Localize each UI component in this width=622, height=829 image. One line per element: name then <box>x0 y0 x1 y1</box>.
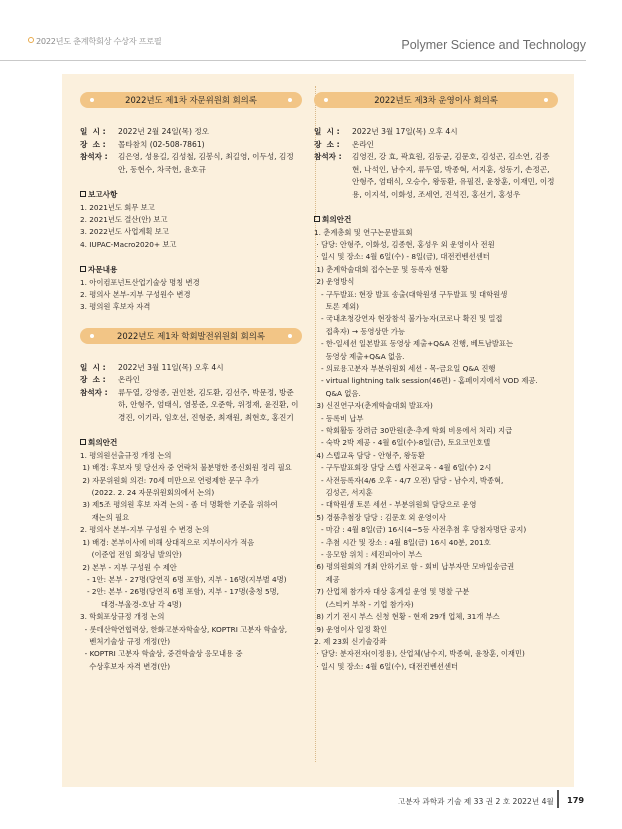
agenda-list <box>80 450 302 673</box>
checkbox-square-icon <box>80 266 86 272</box>
bar-dot-icon <box>288 98 292 102</box>
advice-heading <box>80 264 302 277</box>
list-item: 1. 평의원선출규정 개정 논의 <box>80 450 172 460</box>
info-value: 2022년 3월 11일(목) 오후 4시 <box>118 362 224 372</box>
list-item: - 숙박 2박 제공 - 4월 6일(수)-8일(금), 토요코인호텔 <box>314 438 491 448</box>
list-item: 8) 기기 전시 부스 신청 현황 - 현재 29개 업체, 31개 부스 <box>314 612 500 622</box>
info-row <box>80 362 302 375</box>
list-item: · 일시 및 장소: 4월 6일(수), 대전컨벤션센터 <box>314 661 459 671</box>
list-item: 7) 산업체 참가자 대상 홍계설 운영 및 명찰 구분 <box>314 587 470 597</box>
bullet-circle-icon <box>28 37 34 43</box>
list-item: 1. 아이컴포넌트산업기술상 명칭 변경 <box>80 277 200 287</box>
report-heading-text: 보고사항 <box>88 190 118 199</box>
section-title: 2022년도 제3차 운영이사 회의록 <box>374 95 498 105</box>
info-row <box>314 126 558 139</box>
info-value: 온라인 <box>118 375 141 385</box>
info-value: 온라인 <box>352 139 375 149</box>
list-item: 3) 신진연구자(춘계학술대회 발표자) <box>314 401 433 411</box>
checkbox-square-icon <box>80 191 86 197</box>
info-value: 2022년 2월 24일(목) 정오 <box>118 127 209 136</box>
list-item: (이준엽 전임 회장님 발의안) <box>80 550 182 560</box>
meeting-info <box>80 362 302 425</box>
list-item: 1. 춘계총회 및 연구논문발표회 <box>314 227 413 237</box>
right-column <box>314 92 558 673</box>
list-item: 3) 제5조 평의원 후보 자격 논의 - 좀 더 명확한 기준을 위하여 <box>80 500 278 510</box>
list-item: - 롯데산학연협력상, 한화고분자학술상, KOPTRI 고분자 학술상, <box>80 624 288 634</box>
info-row <box>80 139 302 152</box>
list-item: 2. 평의사 본부-지부 구성원 수 변경 논의 <box>80 525 210 535</box>
list-item: 토론 제외) <box>314 301 359 311</box>
list-item: 3. 평의원 후보자 자격 <box>80 302 151 312</box>
info-value: 김영진, 강 효, 곽효원, 김동균, 김문호, 김성곤, 김소연, 김종현, 나석인, 남수지, 류두열, 박종혁, 서지훈, 성동기, 손정곤, 안형주, 엄태식, 오승수, 왕동환, 유필진, 윤창훈, 이재민, 이정용, 이지석, 이화성, 조세연, 진석진, 홍선기, 홍성우 <box>352 152 555 199</box>
info-label: 참석자 : <box>314 152 342 161</box>
list-item: - 마감 : 4월 8일(금) 16시(4~5등 사전추첨 후 당첨자명단 공지) <box>314 525 527 535</box>
info-label: 장 소 : <box>80 375 106 385</box>
list-item: (스티커 부착 - 기업 참가자) <box>314 599 414 609</box>
list-item: 4) 스텝교육 담당 - 안형주, 왕동환 <box>314 450 425 460</box>
meeting-info <box>80 126 302 176</box>
list-item: - 추첨 시간 및 장소 : 4월 8일(금) 16시 40분, 201호 <box>314 537 491 547</box>
list-item: Q&A 없음. <box>314 388 361 398</box>
meeting-info <box>314 126 558 201</box>
list-item: 4. IUPAC-Macro2020+ 보고 <box>80 239 177 249</box>
list-item: 2. 평의사 본부-지부 구성원수 변경 <box>80 290 191 300</box>
list-item: 벤처기술상 규정 개정(안) <box>80 636 171 646</box>
list-item: 1) 배경: 후보자 및 당선자 중 연락처 불분명한 종신회원 정리 필요 <box>80 463 292 473</box>
list-item: 2. 제 23회 신기술강좌 <box>314 636 387 646</box>
info-value: 몰타참치 (02-508-7861) <box>118 139 205 149</box>
list-item: 대경-부울경-호남 각 4명) <box>80 599 182 609</box>
list-item: - 한-일세션 일본발표 동영상 제출+Q&A 진행, 베트남발표는 <box>314 339 514 349</box>
list-item: - virtual lightning talk session(46편) - 홈페이지에서 VOD 제공. <box>314 376 538 386</box>
list-item: · 일시 및 장소: 4월 6일(수) - 8일(금), 대전컨벤션센터 <box>314 252 490 262</box>
list-item: 제공 <box>314 574 340 584</box>
section-title: 2022년도 제1차 학회발전위원회 회의록 <box>117 330 265 341</box>
info-label: 참석자 : <box>80 152 108 161</box>
info-value: 김은영, 성용길, 김성철, 김봉식, 최길영, 이두성, 김정안, 동현수, 차국헌, 윤호규 <box>118 152 294 174</box>
list-item: - 학회활동 장려금 30만원(춘·추계 학회 비용에서 처리) 지급 <box>314 426 513 435</box>
section-title-bar <box>80 328 302 344</box>
section-title: 2022년도 제1차 자문위원회 회의록 <box>125 95 257 105</box>
page-number: 179 <box>567 795 585 805</box>
list-item: 동영상 제출+Q&A 없음. <box>314 351 405 361</box>
list-item: - 국내초청강연자 현장참석 불가능자(코로나 확진 및 밀접 <box>314 314 503 324</box>
bar-dot-icon <box>324 98 328 102</box>
running-head-text: 2022년도 춘계학회상 수상자 프로필 <box>36 36 162 46</box>
info-row <box>80 374 302 387</box>
list-item: - 사전등록자(4/6 오후 - 4/7 오전) 담당 - 남수지, 박종혁, <box>314 475 504 485</box>
info-label: 참석자 : <box>80 387 108 397</box>
list-item: 9) 운영이사 일정 확인 <box>314 624 388 634</box>
bar-dot-icon <box>544 98 548 102</box>
footer-citation: 고분자 과학과 기술 제 33 권 2 호 2022년 4월 <box>398 797 554 806</box>
left-column <box>80 92 302 673</box>
list-item: · 담당: 분자전자(이정용), 산업체(남수지, 박종혁, 윤창훈, 이재민) <box>314 649 525 659</box>
info-value: 류두열, 강영종, 권인찬, 김도환, 김선주, 박문정, 방준하, 안형주, 엄태식, 염봉준, 오준학, 위정재, 윤진환, 이경진, 이기라, 임호선, 진형준, 최재원, 최현호, 홍진기 <box>118 387 299 422</box>
agenda-list <box>314 227 558 674</box>
agenda-heading <box>314 214 558 227</box>
checkbox-square-icon <box>80 439 86 445</box>
list-item: 2) 본부 - 지부 구성원 수 제안 <box>80 562 177 572</box>
info-row <box>314 151 558 201</box>
list-item: - 의료용고분자 부분위원회 세션 - 목-금요일 Q&A 진행 <box>314 363 496 373</box>
running-head <box>36 36 161 47</box>
header-rule <box>0 60 586 61</box>
list-item: 5) 경품추첨장 담당 : 김문호 외 운영이사 <box>314 512 446 522</box>
list-item: · 담당: 안형주, 이화성, 김종현, 홍성우 외 운영이사 전원 <box>314 239 495 249</box>
bar-dot-icon <box>90 334 94 338</box>
report-list <box>80 202 302 252</box>
agenda-heading-text: 회의안건 <box>88 438 118 448</box>
info-label: 장 소 : <box>80 139 106 149</box>
info-label: 일 시 : <box>80 362 106 372</box>
list-item: - 응모함 위치 : 세진피아이 부스 <box>314 550 423 560</box>
list-item: 1) 배경: 본부이사에 비해 상대적으로 지부이사가 적음 <box>80 537 255 547</box>
list-item: 2) 자문위원회 의견: 70세 미만으로 연령제한 문구 추가 <box>80 475 259 485</box>
info-row <box>80 387 302 425</box>
journal-name: Polymer Science and Technology <box>401 38 586 52</box>
list-item: 1. 2021년도 회무 보고 <box>80 202 155 212</box>
footer-rule <box>557 790 559 808</box>
checkbox-square-icon <box>314 216 320 222</box>
list-item: (2022. 2. 24 자문위원회의에서 논의) <box>80 488 215 498</box>
list-item: - 구두발표회장 담당 스텝 사전교육 - 4월 6일(수) 2시 <box>314 463 492 473</box>
info-row <box>314 139 558 152</box>
list-item: 접촉자) → 동영상만 가능 <box>314 326 405 336</box>
list-item: 2) 운영방식 <box>314 277 355 287</box>
list-item: 3. 2022년도 사업계획 보고 <box>80 227 169 237</box>
info-row <box>80 151 302 176</box>
report-heading <box>80 189 302 202</box>
info-value: 2022년 3월 17일(목) 오후 4시 <box>352 127 458 136</box>
list-item: 재논의 필요 <box>80 512 130 522</box>
section-title-bar <box>314 92 558 108</box>
list-item: 3. 학회포상규정 개정 논의 <box>80 612 165 622</box>
list-item: - 1안: 본부 - 27명(당연직 6명 포함), 지부 - 16명(지부별 4명) <box>80 574 287 584</box>
list-item: 수상후보자 자격 변경(안) <box>80 661 171 671</box>
info-label: 일 시 : <box>314 127 340 136</box>
bar-dot-icon <box>288 334 292 338</box>
list-item: - 대학원생 토론 세션 - 부분위원회 담당으로 운영 <box>314 500 477 510</box>
bar-dot-icon <box>90 98 94 102</box>
list-item: - 구두발표: 현장 발표 송출(대학원생 구두발표 및 대학원생 <box>314 289 508 299</box>
list-item: 1) 춘계학술대회 접수논문 및 등록자 현황 <box>314 264 449 274</box>
advice-heading-text: 자문내용 <box>88 265 118 275</box>
list-item: - 등록비 납부 <box>314 413 364 423</box>
agenda-heading <box>80 437 302 450</box>
list-item: - KOPTRI 고분자 학술상, 중견학술상 응모내용 중 <box>80 649 243 659</box>
section-title-bar <box>80 92 302 108</box>
agenda-heading-text: 회의안건 <box>322 215 352 224</box>
info-label: 장 소 : <box>314 139 340 149</box>
list-item: 김성곤, 서지훈 <box>314 488 373 498</box>
list-item: 6) 평의원회의 개최 안하기로 함 - 회비 납부자만 모바일송금권 <box>314 562 515 572</box>
info-row <box>80 126 302 139</box>
advice-list <box>80 277 302 314</box>
list-item: - 2안: 본부 - 26명(당연직 6명 포함), 지부 - 17명(충청 5명, <box>80 587 279 597</box>
list-item: 2. 2021년도 결산(안) 보고 <box>80 214 168 224</box>
info-label: 일 시 : <box>80 127 106 136</box>
